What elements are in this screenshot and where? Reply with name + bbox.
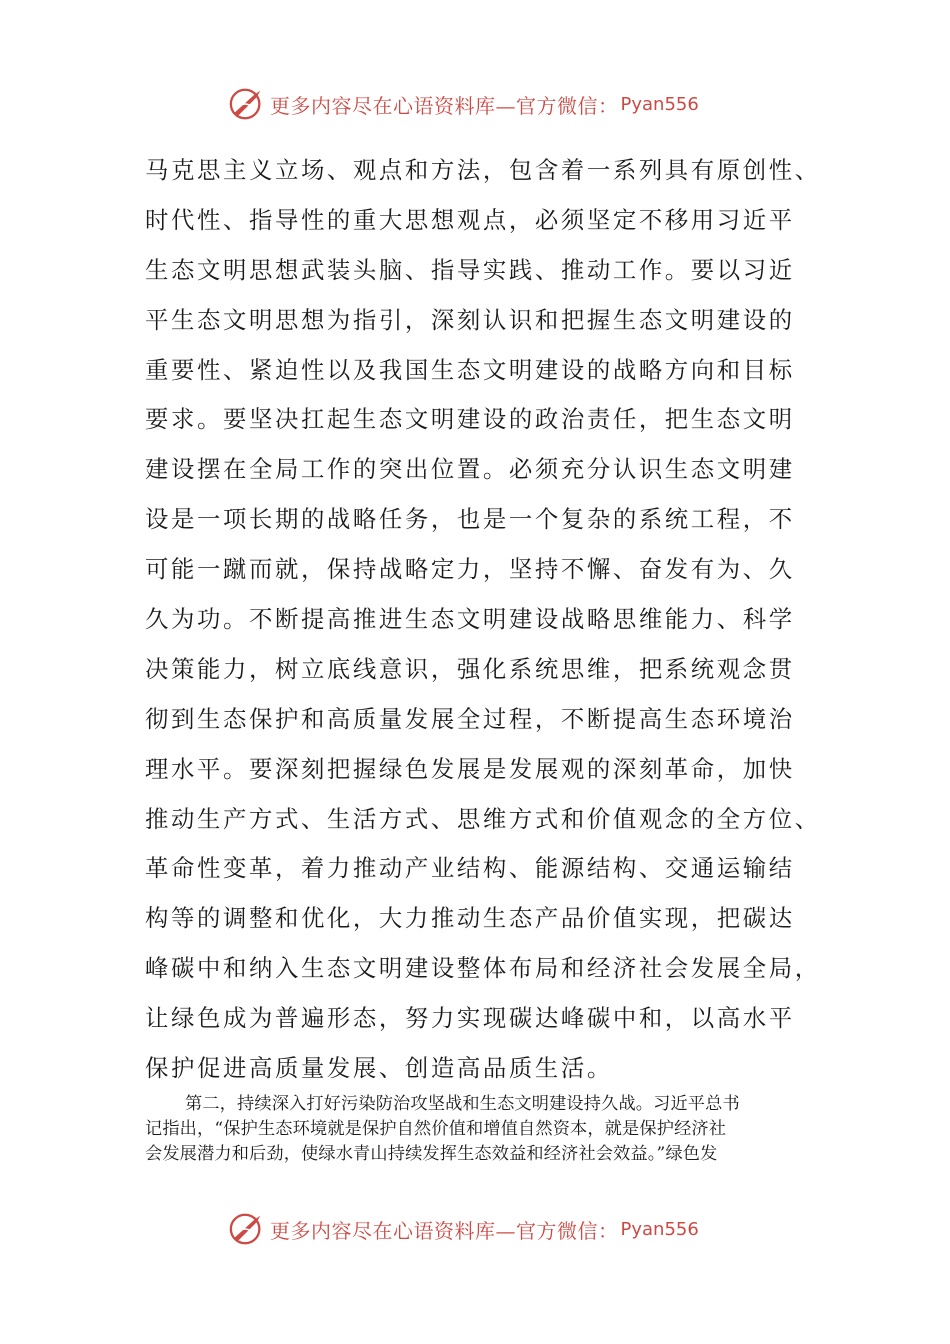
footer-banner (228, 1209, 748, 1249)
second-paragraph (145, 1092, 805, 1167)
text-line: 生态文明思想武装头脑、指导实践、推动工作。要以习近 (145, 255, 795, 284)
text-line: 久为功。不断提高推进生态文明建设战略思维能力、科学 (145, 605, 795, 634)
text-line: 推动生产方式、生活方式、思维方式和价值观念的全方位、 (145, 804, 821, 833)
text-line: 建设摆在全局工作的突出位置。必须充分认识生态文明建 (145, 455, 795, 484)
text-line: 会发展潜力和后劲，使绿水青山持续发挥生态效益和经济社会效益。”绿色发 (145, 1144, 718, 1164)
text-line: 重要性、紧迫性以及我国生态文明建设的战略方向和目标 (145, 355, 795, 384)
text-line: 记指出，“保护生态环境就是保护自然价值和增值自然资本，就是保护经济社 (145, 1119, 727, 1139)
text-line: 设是一项长期的战略任务，也是一个复杂的系统工程，不 (145, 505, 795, 534)
banner-contact: Pyan556 (620, 1218, 699, 1240)
text-line: 保护促进高质量发展、创造高品质生活。 (145, 1054, 613, 1083)
header-banner (228, 84, 748, 124)
banner-text: 更多内容尽在心语资料库—官方微信： (270, 93, 619, 118)
text-line: 第二，持续深入打好污染防治攻坚战和生态文明建设持久战。习近平总书 (185, 1094, 740, 1114)
text-line: 理水平。要深刻把握绿色发展是发展观的深刻革命，加快 (145, 754, 795, 783)
text-line: 让绿色成为普遍形态，努力实现碳达峰碳中和，以高水平 (145, 1004, 795, 1033)
pen-circle-logo-icon (228, 1210, 266, 1248)
text-line: 彻到生态保护和高质量发展全过程，不断提高生态环境治 (145, 704, 795, 733)
banner-text: 更多内容尽在心语资料库—官方微信： (270, 1218, 619, 1243)
text-line: 时代性、指导性的重大思想观点，必须坚定不移用习近平 (145, 205, 795, 234)
text-line: 构等的调整和优化，大力推动生态产品价值实现，把碳达 (145, 904, 795, 933)
pen-circle-logo-icon (228, 85, 266, 123)
text-line: 决策能力，树立底线意识，强化系统思维，把系统观念贯 (145, 654, 795, 683)
text-line: 革命性变革，着力推动产业结构、能源结构、交通运输结 (145, 854, 795, 883)
text-line: 马克思主义立场、观点和方法，包含着一系列具有原创性、 (145, 156, 821, 184)
text-line: 峰碳中和纳入生态文明建设整体布局和经济社会发展全局， (145, 954, 821, 983)
text-line: 平生态文明思想为指引，深刻认识和把握生态文明建设的 (145, 305, 795, 334)
text-line: 可能一蹴而就，保持战略定力，坚持不懈、奋发有为、久 (145, 555, 795, 584)
main-paragraph (145, 146, 821, 1094)
text-line: 要求。要坚决扛起生态文明建设的政治责任，把生态文明 (145, 405, 795, 434)
banner-contact: Pyan556 (620, 93, 699, 115)
